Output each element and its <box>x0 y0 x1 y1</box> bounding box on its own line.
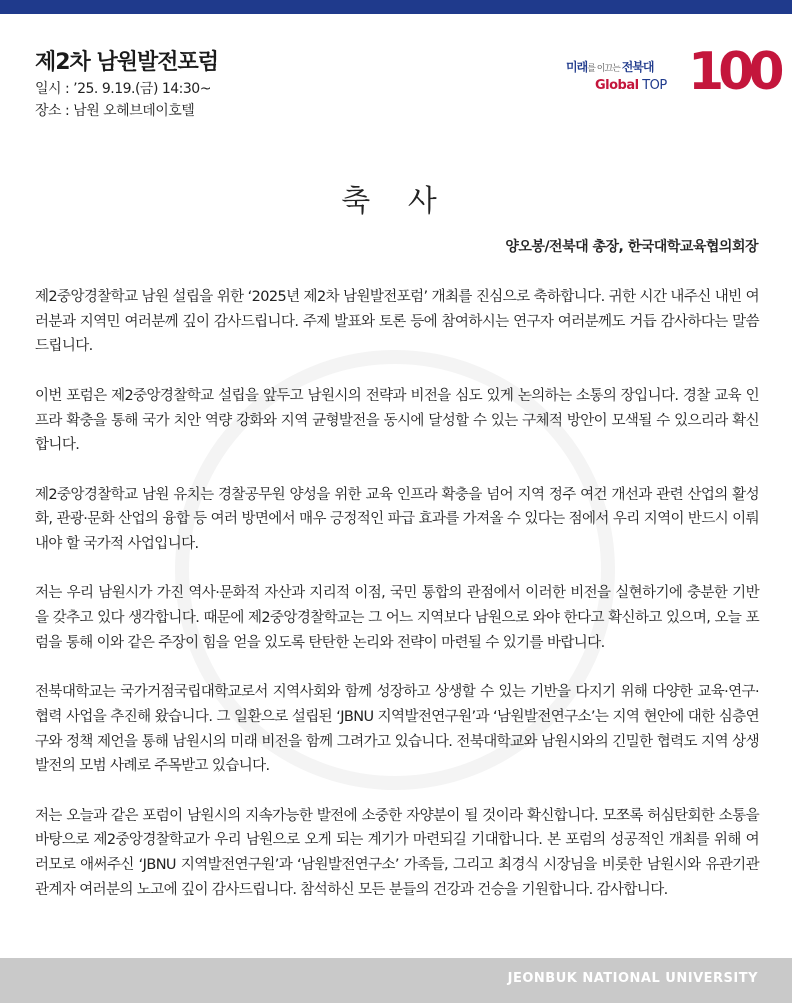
footer-university-name: JEONBUK NATIONAL UNIVERSITY <box>507 971 758 986</box>
event-header <box>35 48 218 122</box>
document-heading: 축 사 <box>341 184 451 219</box>
logo-text: Global <box>595 78 639 93</box>
jbnu-global-top-100-logo <box>560 42 779 104</box>
top-bar <box>0 0 792 14</box>
logo-text: 를 이끄는 <box>587 64 622 74</box>
event-title: 제2차 남원발전포럼 <box>35 50 218 75</box>
paragraph: 저는 우리 남원시가 가진 역사·문화적 자산과 지리적 이점, 국민 통합의 관점에서 이러한 비전을 실현하기에 충분한 기반을 갖추고 있다 생각합니다. 때문에 제2중앙경찰학교는 그 어느 지역보다 남원으로 와야 한다고 확신하고 있으며, 오늘 포럼을 통해 이와 같은 주장이 힘을 얻을 있도록 탄탄한 논리와 전략이 마련될 수 있기를 바랍니다. <box>35 585 759 651</box>
paragraph: 제2중앙경찰학교 남원 유치는 경찰공무원 양성을 위한 교육 인프라 확충을 넘어 지역 정주 여건 개선과 관련 산업의 활성화, 관광·문화 산업의 융합 등 여러 방면에서 매우 긍정적인 파급 효과를 가져올 수 있다는 점에서 우리 지역이 반드시 이뤄내야 할 국가적 사업입니다. <box>35 486 759 552</box>
paragraph: 제2중앙경찰학교 남원 설립을 위한 ‘2025년 제2차 남원발전포럼’ 개최를 진심으로 축하합니다. 귀한 시간 내주신 내빈 여러분과 지역민 여러분께 깊이 감사드립니다. 주제 발표와 토론 등에 참여하시는 연구자 여러분께도 거듭 감사하다는 말씀 드립니다. <box>35 289 759 355</box>
paragraph: 이번 포럼은 제2중앙경찰학교 설립을 앞두고 남원시의 전략과 비전을 심도 있게 논의하는 소통의 장입니다. 경찰 교육 인프라 확충을 통해 국가 치안 역량 강화와 지역 균형발전을 동시에 달성할 수 있는 구체적 방안이 모색될 수 있으리라 확신합니다. <box>35 387 759 454</box>
paragraph: 전북대학교는 국가거점국립대학교로서 지역사회와 함께 성장하고 상생할 수 있는 기반을 다지기 위해 다양한 교육·연구·협력 사업을 추진해 왔습니다. 그 일환으로 설립된 ‘JBNU 지역발전연구원’과 ‘남원발전연구소’는 지역 현안에 대한 심층연구와 정책 제언을 통해 남원시의 미래 비전을 함께 그려가고 있습니다. 전북대학교와 남원시와의 긴밀한 협력도 지역 상생발전의 모범 사례로 주목받고 있습니다. <box>35 684 759 775</box>
logo-text: TOP <box>638 78 667 93</box>
speech-body <box>35 285 759 927</box>
event-place: 장소 : 남원 오헤브데이호텔 <box>35 103 195 119</box>
event-date: 일시 : ’25. 9.19.(금) 14:30~ <box>35 81 211 97</box>
footer-bar <box>0 958 792 1003</box>
author-line: 양오봉/전북대 총장, 한국대학교육협의회장 <box>505 239 758 255</box>
logo-global <box>595 78 667 93</box>
paragraph: 저는 오늘과 같은 포럼이 남원시의 지속가능한 발전에 소중한 자양분이 될 것이라 확신합니다. 모쪼록 허심탄회한 소통을 바탕으로 제2중앙경찰학교가 우리 남원으로 오게 되는 계기가 마련되길 기대합니다. 본 포럼의 성공적인 개최를 위해 여러모로 애써주신 ‘JBNU 지역발전연구원’과 ‘남원발전연구소’ 가족들, 그리고 최경식 시장님을 비롯한 남원시와 유관기관 관계자 여러분의 노고에 깊이 감사드립니다. 참석하신 모든 분들의 건강과 건승을 기원합니다. 감사합니다. <box>35 807 759 898</box>
logo-100: 100 <box>688 42 779 102</box>
logo-text: 미래 <box>566 60 588 74</box>
logo-slogan <box>566 58 653 75</box>
logo-text: 전북대 <box>621 60 654 74</box>
